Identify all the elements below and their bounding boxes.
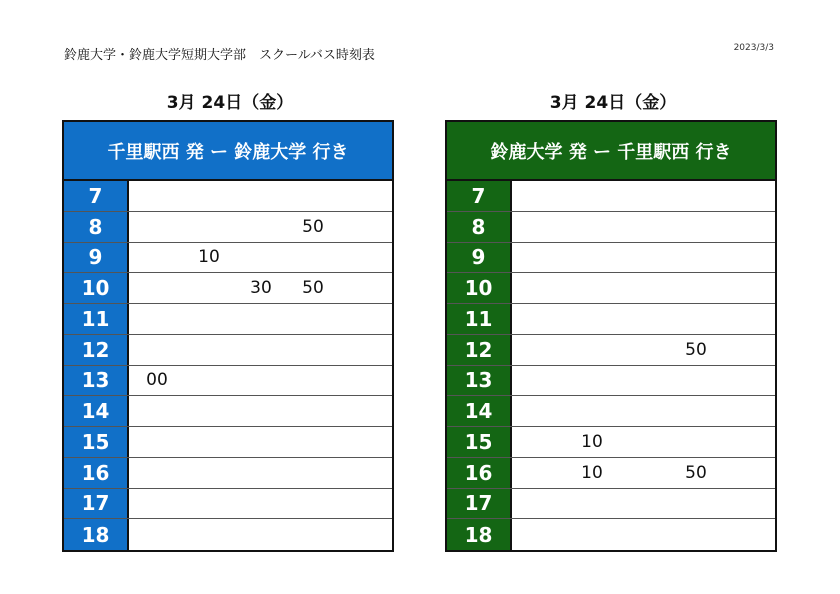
departure-minute: 10: [581, 431, 603, 452]
minutes-cell: [512, 243, 775, 273]
minutes-cell: [512, 304, 775, 334]
page-title: 鈴鹿大学・鈴鹿大学短期大学部 スクールバス時刻表: [64, 48, 375, 63]
table-row: [64, 519, 392, 550]
hour-cell: 14: [64, 396, 129, 426]
departure-minute: 50: [302, 278, 324, 299]
hour-cell: 14: [447, 396, 512, 426]
hour-cell: 17: [64, 489, 129, 519]
hour-cell: 10: [447, 273, 512, 303]
minutes-cell: [129, 181, 392, 211]
table-row: [447, 366, 775, 397]
hour-cell: 17: [447, 489, 512, 519]
hour-cell: 18: [447, 519, 512, 550]
minutes-cell: [512, 489, 775, 519]
table-row: [64, 427, 392, 458]
hour-cell: 7: [64, 181, 129, 211]
table-row: [447, 519, 775, 550]
minutes-cell: [512, 458, 775, 488]
table-row: [447, 212, 775, 243]
table-row: [64, 212, 392, 243]
hour-cell: 13: [447, 366, 512, 396]
table-row: [447, 181, 775, 212]
hour-cell: 8: [64, 212, 129, 242]
departure-minute: 10: [581, 462, 603, 483]
minutes-cell: [129, 427, 392, 457]
departure-minute: 50: [685, 462, 707, 483]
hour-cell: 9: [447, 243, 512, 273]
hour-cell: 16: [64, 458, 129, 488]
departure-minute: 50: [685, 339, 707, 360]
minutes-cell: [129, 273, 392, 303]
minutes-cell: [129, 366, 392, 396]
table-row: [447, 396, 775, 427]
table-row: [64, 273, 392, 304]
table-row: [64, 366, 392, 397]
minutes-cell: [512, 519, 775, 550]
departure-minute: 10: [198, 247, 220, 268]
minutes-cell: [512, 181, 775, 211]
timetable-body: [447, 181, 775, 550]
table-row: [64, 458, 392, 489]
table-row: [447, 489, 775, 520]
minutes-cell: [129, 519, 392, 550]
timetable-box: [62, 120, 394, 552]
departure-minute: 50: [302, 216, 324, 237]
minutes-cell: [129, 243, 392, 273]
table-row: [447, 427, 775, 458]
timetable-senri-to-suzuka: [62, 90, 394, 552]
hour-cell: 16: [447, 458, 512, 488]
departure-minute: 00: [146, 370, 168, 391]
table-row: [64, 396, 392, 427]
minutes-cell: [512, 273, 775, 303]
minutes-cell: [129, 335, 392, 365]
route-header: 千里駅西 発 ー 鈴鹿大学 行き: [64, 122, 392, 181]
minutes-cell: [129, 304, 392, 334]
hour-cell: 12: [447, 335, 512, 365]
minutes-cell: [129, 458, 392, 488]
hour-cell: 13: [64, 366, 129, 396]
hour-cell: 18: [64, 519, 129, 550]
table-row: [64, 304, 392, 335]
timetable-box: [445, 120, 777, 552]
departure-minute: 30: [250, 278, 272, 299]
table-row: [447, 273, 775, 304]
hour-cell: 10: [64, 273, 129, 303]
hour-cell: 12: [64, 335, 129, 365]
minutes-cell: [512, 366, 775, 396]
table-row: [447, 458, 775, 489]
hour-cell: 11: [447, 304, 512, 334]
minutes-cell: [512, 427, 775, 457]
minutes-cell: [512, 212, 775, 242]
minutes-cell: [512, 396, 775, 426]
table-row: [447, 304, 775, 335]
route-header: 鈴鹿大学 発 ー 千里駅西 行き: [447, 122, 775, 181]
hour-cell: 9: [64, 243, 129, 273]
timetable-date: 3月 24日（金）: [549, 93, 677, 113]
hour-cell: 15: [64, 427, 129, 457]
hour-cell: 11: [64, 304, 129, 334]
hour-cell: 7: [447, 181, 512, 211]
minutes-cell: [129, 489, 392, 519]
table-row: [64, 243, 392, 274]
hour-cell: 8: [447, 212, 512, 242]
table-row: [447, 335, 775, 366]
issue-date: 2023/3/3: [733, 43, 774, 53]
table-row: [64, 335, 392, 366]
table-row: [64, 489, 392, 520]
minutes-cell: [129, 396, 392, 426]
table-row: [447, 243, 775, 274]
minutes-cell: [129, 212, 392, 242]
minutes-cell: [512, 335, 775, 365]
timetable-date: 3月 24日（金）: [166, 93, 294, 113]
table-row: [64, 181, 392, 212]
timetable-suzuka-to-senri: [445, 90, 777, 552]
timetable-body: [64, 181, 392, 550]
hour-cell: 15: [447, 427, 512, 457]
